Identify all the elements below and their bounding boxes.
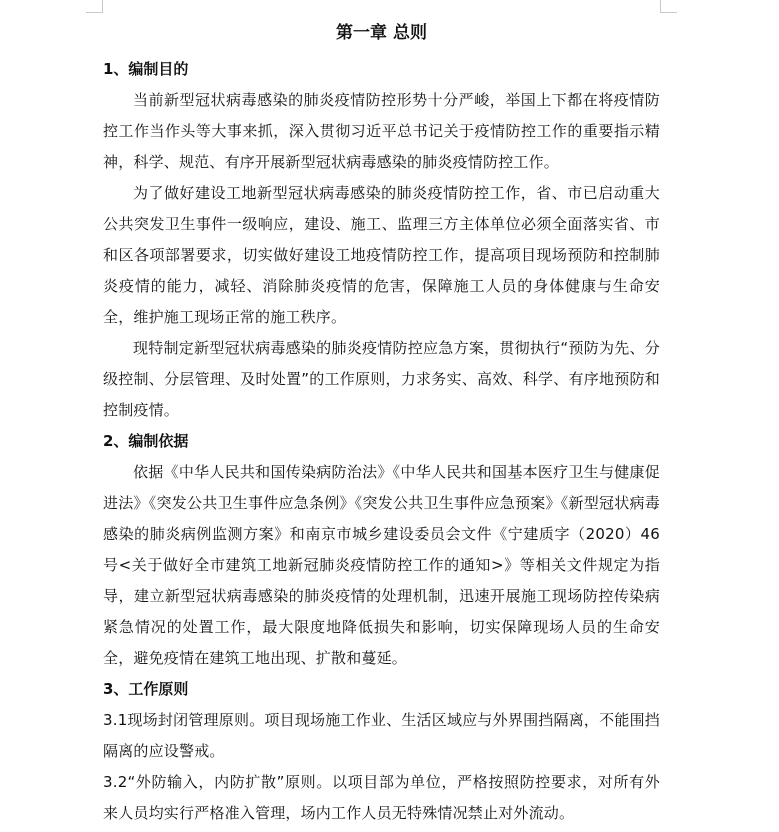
section-principles xyxy=(103,674,660,829)
section-heading: 3、工作原则 xyxy=(103,680,189,698)
chapter-title: 第一章 总则 xyxy=(336,23,427,43)
paragraph: 现特制定新型冠状病毒感染的肺炎疫情防控应急方案，贯彻执行“预防为先、分级控制、分层管理、及时处置”的工作原则，力求务实、高效、科学、有序地预防和控制疫情。 xyxy=(103,339,660,419)
paragraph: 依据《中华人民共和国传染病防治法》《中华人民共和国基本医疗卫生与健康促进法》《突发公共卫生事件应急条例》《突发公共卫生事件应急预案》《新型冠状病毒感染的肺炎病例监测方案》和南京市城乡建设委员会文件《宁建质字（2020）46号<关于做好全市建筑工地新冠肺炎疫情防控工作的通知>》等相关文件规定为指导，建立新型冠状病毒感染的肺炎疫情的处理机制，迅速开展施工现场防控传染病紧急情况的处置工作，最大限度地降低损失和影响，切实保障现场人员的生命安全，避免疫情在建筑工地出现、扩散和蔓延。 xyxy=(103,463,660,667)
document-body xyxy=(103,18,660,829)
crop-mark xyxy=(660,0,661,12)
crop-mark xyxy=(102,0,103,12)
principle-item: 3.1现场封闭管理原则。项目现场施工作业、生活区域应与外界围挡隔离，不能围挡隔离的应设警戒。 xyxy=(103,711,660,760)
paragraph: 当前新型冠状病毒感染的肺炎疫情防控形势十分严峻，举国上下都在将疫情防控工作当作头等大事来抓，深入贯彻习近平总书记关于疫情防控工作的重要指示精神，科学、规范、有序开展新型冠状病毒感染的肺炎疫情防控工作。 xyxy=(103,91,660,171)
crop-mark xyxy=(660,12,677,13)
section-purpose xyxy=(103,54,660,426)
crop-mark xyxy=(86,12,103,13)
section-heading: 2、编制依据 xyxy=(103,432,189,450)
principle-item: 3.2“外防输入，内防扩散”原则。以项目部为单位，严格按照防控要求，对所有外来人员均实行严格准入管理，场内工作人员无特殊情况禁止对外流动。 xyxy=(103,773,660,822)
section-basis xyxy=(103,426,660,674)
section-heading: 1、编制目的 xyxy=(103,60,189,78)
paragraph: 为了做好建设工地新型冠状病毒感染的肺炎疫情防控工作，省、市已启动重大公共突发卫生事件一级响应，建设、施工、监理三方主体单位必须全面落实省、市和区各项部署要求，切实做好建设工地疫情防控工作，提高项目现场预防和控制肺炎疫情的能力，减轻、消除肺炎疫情的危害，保障施工人员的身体健康与生命安全，维护施工现场正常的施工秩序。 xyxy=(103,184,660,326)
